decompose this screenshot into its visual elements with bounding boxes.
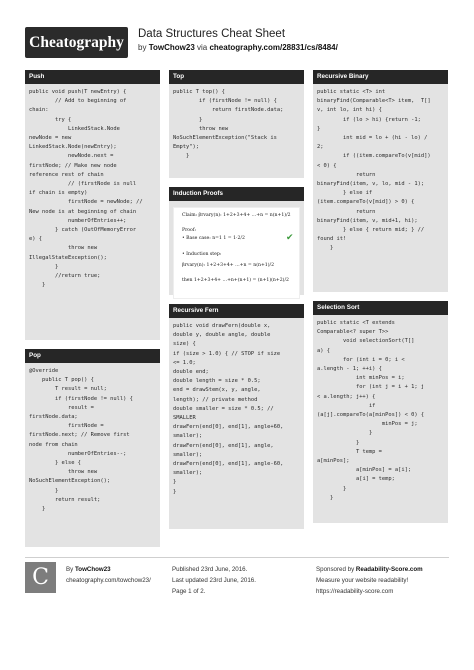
proof-line: Proof:	[182, 228, 197, 233]
section-title: Top	[169, 70, 304, 84]
code-block: public void drawFern(double x, double y, double angle, double size) { if (size > 1.0) { // STOP if size <= 1.0; double end; double length = size * 0.5; end = drawStem(x, y, angle, length); // private method double smaller = size * 0.5; // SMALLER drawFern(end[0], end[1], angle+60, smaller); drawFern(end[0], end[1], angle, smaller); drawFern(end[0], end[1], angle-60, smaller); } }	[173, 323, 284, 495]
section-top	[169, 70, 304, 178]
induction-proof-image	[173, 207, 300, 299]
sponsor-link[interactable]: Readability-Score.com	[355, 566, 423, 573]
sponsor-prefix: Sponsored by	[316, 566, 355, 573]
section-title: Push	[25, 70, 160, 84]
footer-author-url[interactable]: cheatography.com/towchow23/	[66, 577, 151, 584]
section-selection-sort	[313, 301, 448, 523]
column-3	[313, 70, 448, 532]
footer-author	[66, 566, 111, 573]
proof-line: • Induction step:	[182, 252, 222, 257]
code-block: public static <T> int binaryFind(Comparable<T> item, T[] v, int lo, int hi) { if (lo > hi) {return -1; } int mid = lo + (hi - lo) / 2; if ((item.compareTo(v[mid]) < 0) { return binaryFind(item, v, lo, mid - 1); } else if (item.compareTo(v[mid]) > 0) { return binaryFind(item, v, mid+1, hi); } else { return mid; } // found it! }	[317, 89, 431, 252]
proof-line: then 1+2+3+4+ …+n+(n+1) = (n+1)(n+2)/2	[182, 278, 289, 283]
sponsor-line	[316, 566, 423, 573]
section-induction-proofs	[169, 187, 304, 295]
page-title: Data Structures Cheat Sheet	[138, 28, 286, 40]
updated-date: Last updated 23rd June, 2016.	[172, 577, 256, 584]
section-title: Recursive Binary	[313, 70, 448, 84]
proof-line: • Base case: n=1 1 = 1·2/2	[182, 236, 245, 241]
page-number: Page 1 of 2.	[172, 588, 206, 595]
section-push	[25, 70, 160, 340]
author-avatar[interactable]: C	[25, 562, 56, 593]
byline	[138, 43, 338, 52]
column-1	[25, 70, 160, 556]
section-recursive-binary	[313, 70, 448, 292]
code-block: @Override public T pop() { T result = null; if (firstNode != null) { result = firstNode.data; firstNode = firstNode.next; // Remove first node from chain numberOfEntries--; } else { throw new NoSuchElementException(); } return result; }	[29, 368, 133, 513]
section-title: Induction Proofs	[169, 187, 304, 201]
section-recursive-fern	[169, 304, 304, 529]
check-icon: ✔	[286, 232, 294, 242]
via-text: via	[197, 43, 208, 52]
sheet-url-link[interactable]: cheatography.com/28831/cs/8484/	[209, 43, 338, 52]
cheatography-logo[interactable]: Cheatography	[25, 27, 128, 58]
section-pop	[25, 349, 160, 547]
footer-author-link[interactable]: TowChow23	[74, 566, 111, 573]
sponsor-url[interactable]: https://readability-score.com	[316, 588, 394, 595]
sponsor-tagline: Measure your website readability!	[316, 577, 409, 584]
footer-divider	[25, 557, 449, 558]
published-date: Published 23rd June, 2016.	[172, 566, 248, 573]
byline-prefix: by	[138, 43, 147, 52]
author-link[interactable]: TowChow23	[148, 43, 195, 52]
section-title: Recursive Fern	[169, 304, 304, 318]
proof-line: βrvary(n): 1+2+3+4+ …+n = n(n+1)/2	[182, 263, 274, 268]
footer-by: By	[66, 566, 74, 573]
column-2	[169, 70, 304, 538]
code-block: public static <T extends Comparable<? super T>> void selectionSort(T[] a) { for (int i = 0; i < a.length - 1; ++i) { int minPos = i; for (int j = i + 1; j < a.length; j++) { if (a[j].compareTo(a[minPos]) < 0) { minPos = j; } } T temp = a[minPos]; a[minPos] = a[i]; a[i] = temp; } }	[317, 320, 425, 501]
proof-line: Claim: βrvary(n): 1+2+3+4+ …+n = n(n+1)/2	[182, 213, 291, 218]
code-block: public T top() { if (firstNode != null) { return firstNode.data; } throw new NoSuchElementException("Stack is Empty"); }	[173, 89, 284, 160]
code-block: public void push(T newEntry) { // Add to beginning of chain: try { LinkedStack.Node newNode = new LinkedStack.Node(newEntry); newNode.next = firstNode; // Make new node reference rest of chain // (firstNode is null if chain is empty) firstNode = newNode; // New node is at beginning of chain numberOfEntries++; } catch (OutOfMemoryError e) { throw new IllegalStateException(); } //return true; }	[29, 89, 143, 289]
section-title: Selection Sort	[313, 301, 448, 315]
section-title: Pop	[25, 349, 160, 363]
